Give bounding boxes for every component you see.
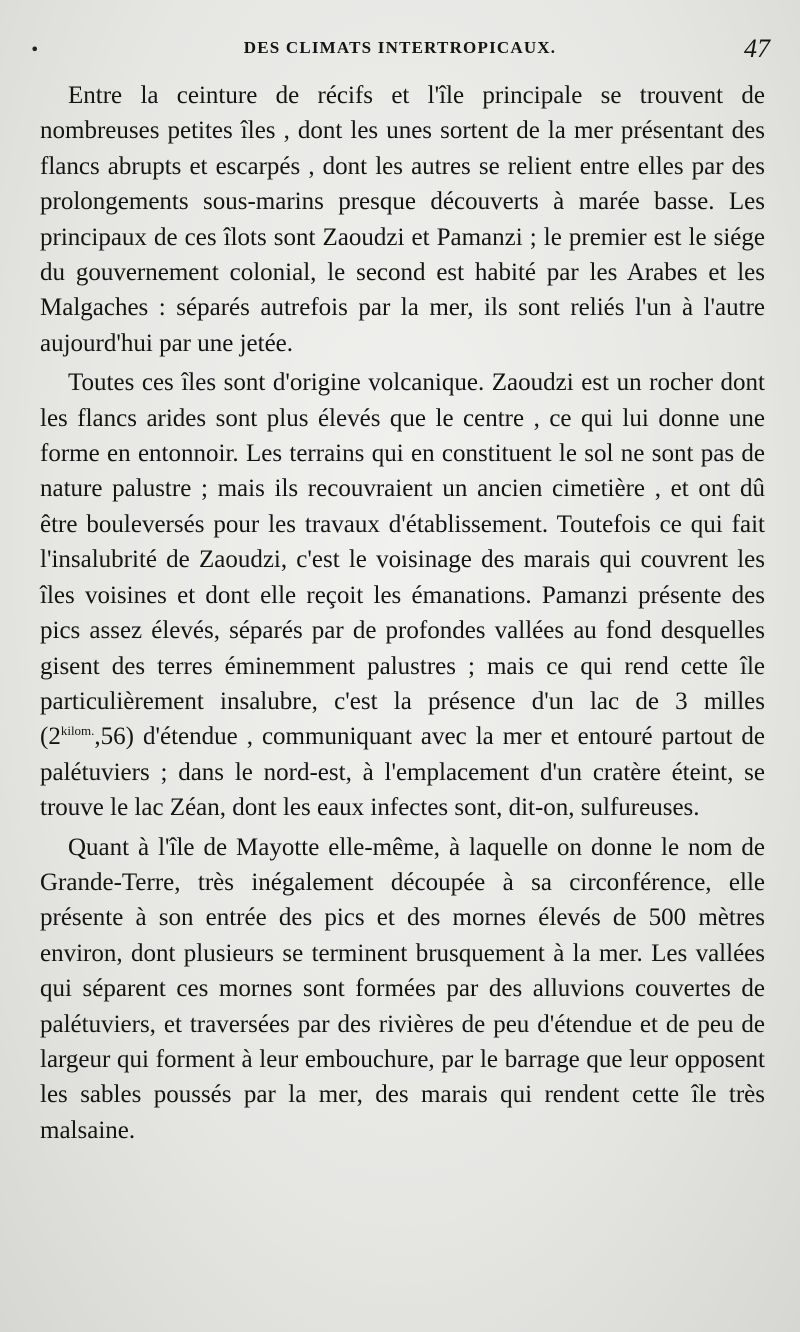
paragraph-1: Entre la ceinture de récifs et l'île principale se trouvent de nombreuses petites îles , dont les unes sortent de la mer présentant des flancs abrupts et escarpés , dont les autres se relient entre elles par des prolongements sous-marins presque découverts à marée basse. Les principaux de ces îlots sont Zaoudzi et Pamanzi ; le premier est le siége du gouvernement colonial, le second est habité par les Arabes et les Malgaches : séparés autrefois par la mer, ils sont reliés l'un à l'autre aujourd'hui par une jetée. — [40, 82, 765, 357]
bullet-mark: • — [30, 40, 40, 59]
paragraph-3: Quant à l'île de Mayotte elle-même, à laquelle on donne le nom de Grande-Terre, très inégalement découpée à sa circonférence, elle présente à son entrée des pics et des mornes élevés de 500 mètres environ, dont plusieurs se terminent brusquement à la mer. Les vallées qui séparent ces mornes sont formées par des alluvions couvertes de palétuviers, et traversées par des rivières de peu d'étendue et de peu de largeur qui forment à leur embouchure, par le barrage que leur opposent les sables poussés par la mer, des marais qui rendent cette île très malsaine. — [40, 833, 765, 1144]
body-text — [40, 78, 765, 1152]
paragraph-2-text-b: ,56) d'étendue , communiquant avec la mer et entouré partout de palétuviers ; dans le nord-est, à l'emplacement d'un cratère éteint, se trouve le lac Zéan, dont les eaux infectes sont, dit-on, sulfureuses. — [40, 723, 765, 822]
paragraph-2 — [40, 365, 765, 825]
paragraph-2-text-a: Toutes ces îles sont d'origine volcanique. Zaoudzi est un rocher dont les flancs arides sont plus élevés que le centre , ce qui lui donne une forme en entonnoir. Les terrains qui en constituent le sol ne sont pas de nature palustre ; mais ils recouvraient un ancien cimetière , et ont dû être bouleversés pour les travaux d'établissement. Toutefois ce qui fait l'insalubrité de Zaoudzi, c'est le voisinage des marais qui couvrent les îles voisines et dont elle reçoit les émanations. Pamanzi présente des pics assez élevés, séparés par de profondes vallées au fond desquelles gisent des terres éminemment palustres ; mais ce qui rend cette île particulièrement insalubre, c'est la présence d'un lac de 3 milles (2 — [40, 369, 765, 751]
page-number: 47 — [744, 34, 770, 63]
page-header — [0, 34, 800, 74]
paragraph-2-superscript: kilom. — [60, 723, 95, 739]
running-head: DES CLIMATS INTERTROPICAUX. — [243, 38, 557, 57]
